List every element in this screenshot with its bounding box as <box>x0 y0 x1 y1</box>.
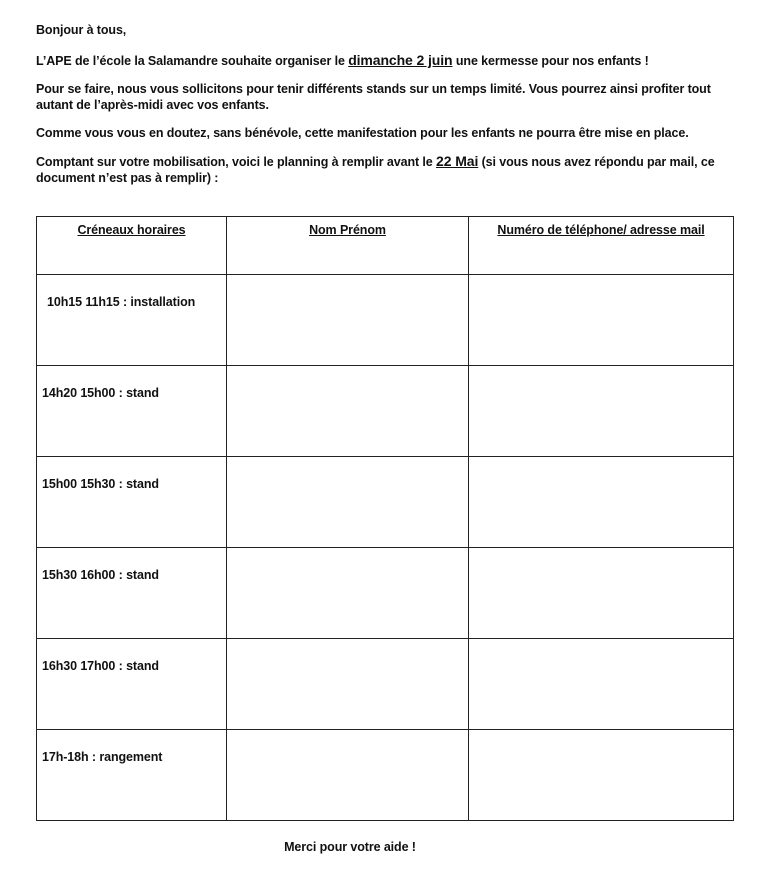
contact-cell[interactable] <box>469 639 734 730</box>
request-line-1: Pour se faire, nous vous sollicitons pour tenir différents stands sur un temps limité. Vous pourrez ainsi profiter tout <box>36 82 711 96</box>
slot-cell <box>37 457 227 548</box>
slot-label: 16h30 17h00 : stand <box>42 659 159 673</box>
table-row <box>37 730 734 821</box>
deadline-paragraph <box>36 153 736 186</box>
slot-cell <box>37 639 227 730</box>
slot-label: 17h-18h : rangement <box>42 750 163 764</box>
table-row <box>37 457 734 548</box>
header-name: Nom Prénom <box>227 217 469 275</box>
header-time-slots: Créneaux horaires <box>37 217 227 275</box>
name-cell[interactable] <box>227 548 469 639</box>
slot-label: 15h30 16h00 : stand <box>42 568 159 582</box>
request-line-2: autant de l’après-midi avec vos enfants. <box>36 98 269 112</box>
deadline-text-end: (si vous nous avez répondu par mail, ce <box>478 155 715 169</box>
request-paragraph <box>36 81 736 113</box>
table-row <box>37 275 734 366</box>
intro-text-start: L’APE de l’école la Salamandre souhaite organiser le <box>36 54 349 68</box>
event-date: dimanche 2 juin <box>348 52 453 68</box>
intro-text-end: une kermesse pour nos enfants ! <box>452 54 649 68</box>
deadline-line-2: document n’est pas à remplir) : <box>36 171 219 185</box>
contact-cell[interactable] <box>469 275 734 366</box>
name-cell[interactable] <box>227 275 469 366</box>
name-cell[interactable] <box>227 366 469 457</box>
deadline-date: 22 Mai <box>436 153 479 169</box>
table-header-row <box>37 217 734 275</box>
deadline-text-start: Comptant sur votre mobilisation, voici le planning à remplir avant le <box>36 155 437 169</box>
contact-cell[interactable] <box>469 730 734 821</box>
table-row <box>37 366 734 457</box>
volunteer-paragraph: Comme vous vous en doutez, sans bénévole, cette manifestation pour les enfants ne pourra être mise en place. <box>36 126 689 140</box>
letter-body <box>36 22 736 190</box>
contact-cell[interactable] <box>469 366 734 457</box>
thanks-note: Merci pour votre aide ! <box>284 840 416 854</box>
slot-label: 10h15 11h15 : installation <box>47 295 196 309</box>
name-cell[interactable] <box>227 730 469 821</box>
name-cell[interactable] <box>227 639 469 730</box>
contact-cell[interactable] <box>469 548 734 639</box>
slot-cell <box>37 730 227 821</box>
table-row <box>37 639 734 730</box>
table-row <box>37 548 734 639</box>
slot-cell <box>37 275 227 366</box>
intro-paragraph <box>36 52 736 69</box>
planning-table <box>36 216 734 821</box>
greeting: Bonjour à tous, <box>36 23 127 37</box>
slot-cell <box>37 548 227 639</box>
slot-label: 15h00 15h30 : stand <box>42 477 159 491</box>
slot-label: 14h20 15h00 : stand <box>42 386 159 400</box>
contact-cell[interactable] <box>469 457 734 548</box>
slot-cell <box>37 366 227 457</box>
header-contact: Numéro de téléphone/ adresse mail <box>469 217 734 275</box>
name-cell[interactable] <box>227 457 469 548</box>
